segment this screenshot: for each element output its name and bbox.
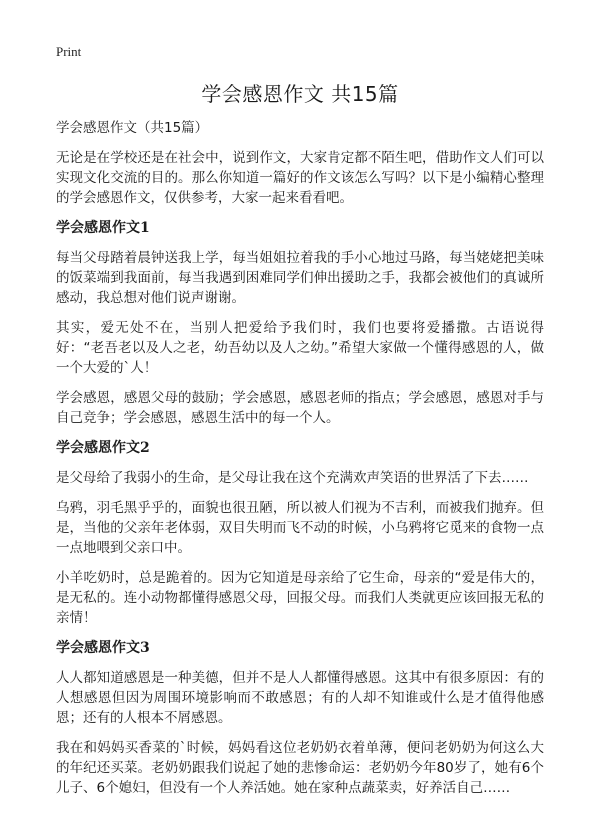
section-paragraph: 小羊吃奶时，总是跪着的。因为它知道是母亲给了它生命，母亲的“爱是伟大的，是无私的。连小动物都懂得感恩父母，回报父母。而我们人类就更应该回报无私的亲情！ bbox=[56, 570, 544, 626]
document-body bbox=[56, 118, 544, 808]
section-paragraph: 人人都知道感恩是一种美德，但并不是人人都懂得感恩。这其中有很多原因：有的人想感恩但因为周围环境影响而不敢感恩；有的人却不知谁或什么是才值得他感恩；还有的人根本不屑感恩。 bbox=[56, 670, 544, 726]
section-1 bbox=[56, 218, 544, 428]
section-heading: 学会感恩作文1 bbox=[56, 220, 150, 236]
section-paragraph: 每当父母踏着晨钟送我上学，每当姐姐拉着我的手小心地过马路，每当姥姥把美味的饭菜端到我面前，每当我遇到困难同学们伸出援助之手，我都会被他们的真诚所感动，我总想对他们说声谢谢。 bbox=[56, 250, 544, 306]
section-paragraph: 其实，爱无处不在，当别人把爱给予我们时，我们也要将爱播撒。古语说得好：“老吾老以及人之老，幼吾幼以及人之幼。”希望大家做一个懂得感恩的人，做一个大爱的`人！ bbox=[56, 320, 544, 376]
section-paragraph: 乌鸦，羽毛黑乎乎的，面貌也很丑陋，所以被人们视为不吉利，而被我们抛弃。但是，当他的父亲年老体弱，双目失明而飞不动的时候，小乌鸦将它觅来的食物一点一点地喂到父亲口中。 bbox=[56, 500, 544, 556]
section-paragraph: 我在和妈妈买香菜的`时候，妈妈看这位老奶奶衣着单薄，便问老奶奶为何这么大的年纪还买菜。老奶奶跟我们说起了她的悲惨命运：老奶奶今年80岁了，她有6个儿子、6个媳妇，但没有一个人养活她。她在家种点蔬菜卖，好养活自己…… bbox=[56, 740, 544, 796]
section-2 bbox=[56, 438, 544, 628]
page-title: 学会感恩作文 共15篇 bbox=[201, 82, 399, 106]
document-subtitle: 学会感恩作文（共15篇） bbox=[56, 120, 209, 136]
section-paragraph: 学会感恩，感恩父母的鼓励；学会感恩，感恩老师的指点；学会感恩，感恩对手与自己竞争；学会感恩，感恩生活中的每一个人。 bbox=[56, 390, 544, 426]
section-3 bbox=[56, 638, 544, 798]
print-link[interactable]: Print bbox=[56, 44, 82, 59]
section-paragraph: 是父母给了我弱小的生命，是父母让我在这个充满欢声笑语的世界活了下去…… bbox=[56, 470, 529, 486]
intro-paragraph: 无论是在学校还是在社会中，说到作文，大家肯定都不陌生吧，借助作文人们可以实现文化交流的目的。那么你知道一篇好的作文该怎么写吗？以下是小编精心整理的学会感恩作文，仅供参考，大家一起来看看吧。 bbox=[56, 150, 544, 206]
section-heading: 学会感恩作文3 bbox=[56, 640, 150, 656]
section-heading: 学会感恩作文2 bbox=[56, 440, 150, 456]
